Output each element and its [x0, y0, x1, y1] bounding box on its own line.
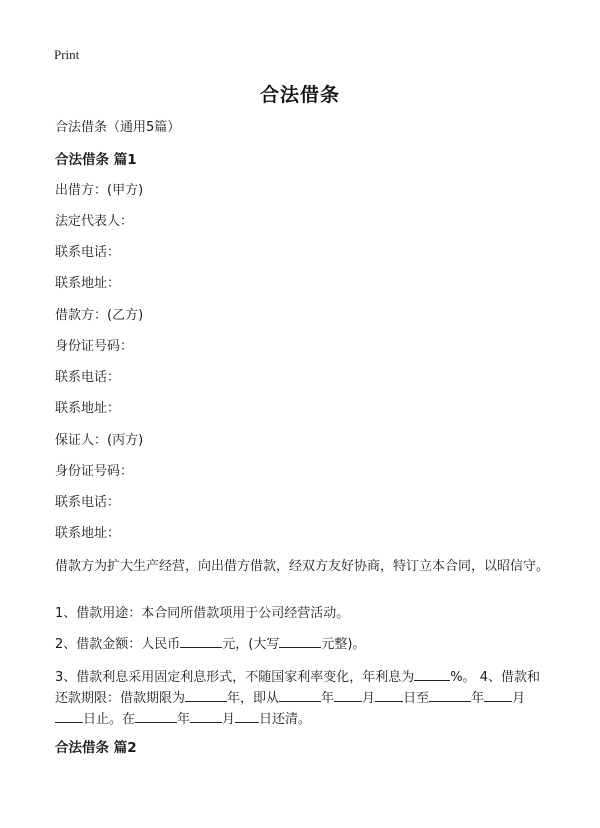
repay-month-blank — [190, 710, 222, 723]
end-year-blank — [429, 689, 471, 702]
start-day-blank — [375, 689, 403, 702]
clause-3-text-k: 月 — [222, 712, 236, 727]
document-subtitle: 合法借条（通用5篇） — [55, 120, 181, 135]
clause-3-text-g: 年 — [471, 691, 485, 706]
loan-term-blank — [185, 689, 227, 702]
print-label: Print — [54, 47, 80, 62]
borrower-phone-line: 联系电话： — [55, 370, 121, 385]
section-heading-2: 合法借条 篇2 — [55, 740, 137, 756]
lender-phone-line: 联系电话： — [55, 245, 121, 260]
intro-paragraph: 借款方为扩大生产经营，向出借方借款，经双方友好协商，特订立本合同，以昭信守。 — [55, 559, 550, 574]
interest-rate-blank — [414, 668, 450, 681]
guarantor-line: 保证人：(丙方) — [55, 433, 144, 448]
guarantor-address-line: 联系地址： — [55, 526, 121, 541]
clause-3-text-i: 日止。在 — [83, 712, 136, 727]
clause-3-text-e: 月 — [362, 691, 376, 706]
guarantor-id-line: 身份证号码： — [55, 464, 134, 479]
start-year-blank — [279, 689, 321, 702]
borrower-line: 借款方：(乙方) — [55, 308, 144, 323]
clause-1: 1、借款用途：本合同所借款项用于公司经营活动。 — [55, 606, 350, 621]
lender-address-line: 联系地址： — [55, 276, 121, 291]
clause-2-text-b: 元，(大写 — [222, 637, 280, 652]
clause-2-text-c: 元整)。 — [321, 637, 366, 652]
clause-2 — [55, 635, 365, 655]
section-heading-1: 合法借条 篇1 — [55, 152, 137, 168]
clause-3-text-d: 年 — [321, 691, 335, 706]
borrower-address-line: 联系地址： — [55, 401, 121, 416]
clause-2-text-a: 2、借款金额：人民币 — [55, 637, 181, 652]
clause-3-text-f: 日至 — [403, 691, 430, 706]
amount-words-blank — [279, 635, 321, 648]
document-title: 合法借条 — [259, 84, 340, 106]
clause-3-text-j: 年 — [177, 712, 191, 727]
clause-3 — [55, 667, 550, 730]
repay-day-blank — [235, 710, 259, 723]
end-month-blank — [484, 689, 512, 702]
end-day-blank — [55, 710, 83, 723]
guarantor-phone-line: 联系电话： — [55, 495, 121, 510]
clause-3-text-l: 日还清。 — [259, 712, 312, 727]
lender-line: 出借方：(甲方) — [55, 183, 144, 198]
amount-blank — [180, 635, 222, 648]
repay-year-blank — [135, 710, 177, 723]
start-month-blank — [334, 689, 362, 702]
clause-3-text-a: 3、借款利息采用固定利息形式，不随国家利率变化，年利息为 — [55, 670, 415, 685]
clause-3-text-b: %。 4、借款和还款期限：借款期限为 — [55, 670, 541, 706]
clause-3-text-c: 年，即从 — [227, 691, 280, 706]
borrower-id-line: 身份证号码： — [55, 339, 134, 354]
lender-rep-line: 法定代表人： — [55, 214, 134, 229]
clause-3-text-h: 月 — [512, 691, 526, 706]
